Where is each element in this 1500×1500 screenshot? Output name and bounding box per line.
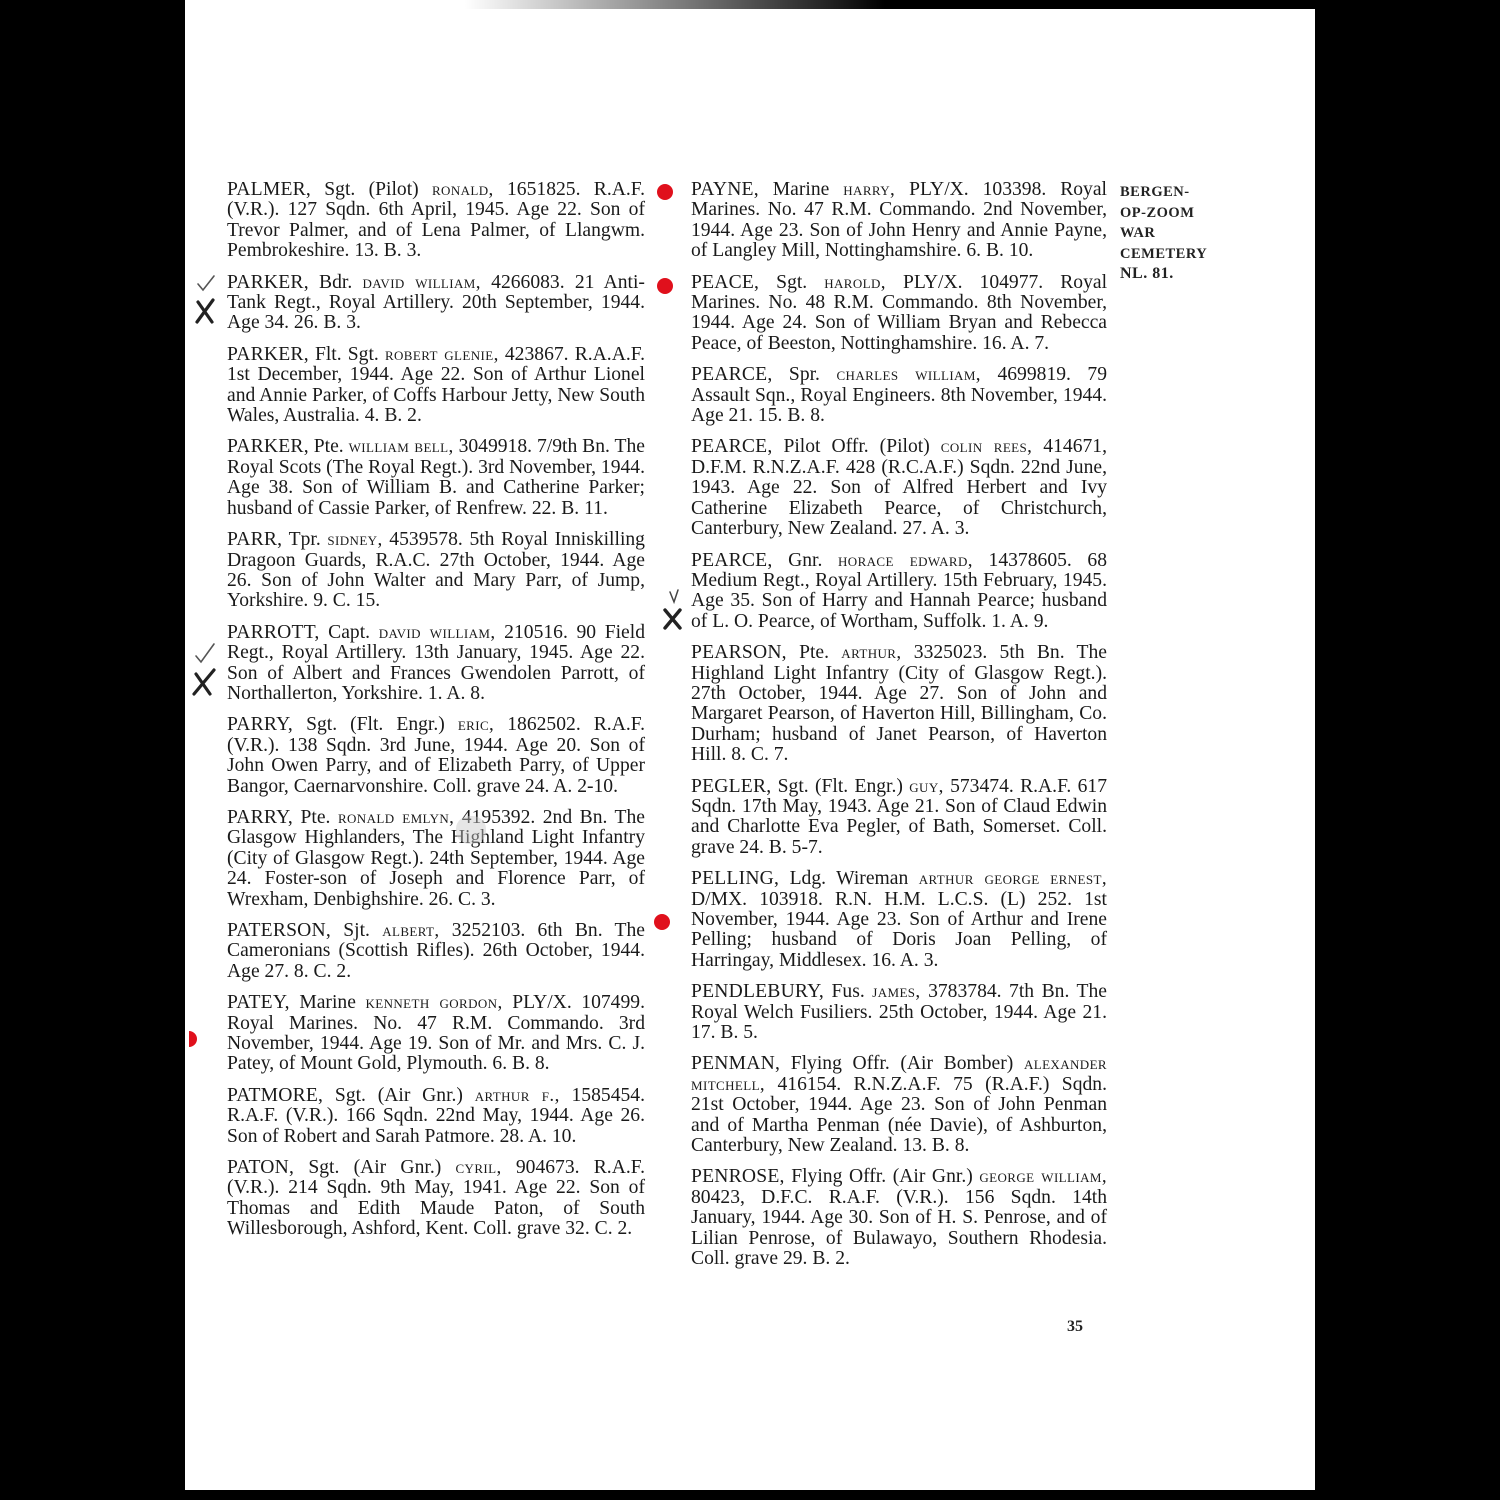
register-entry xyxy=(227,1158,645,1240)
side-note-line: WAR xyxy=(1120,225,1156,242)
entry-rank: Pte. xyxy=(313,436,344,458)
entry-forenames: william bell, xyxy=(348,436,454,458)
side-note-line: OP-ZOOM xyxy=(1120,204,1195,221)
entry-forenames: robert glenie, xyxy=(384,343,499,365)
entry-surname: PARRY, xyxy=(227,806,294,828)
entry-rank: Sgt. (Flt. Engr.) xyxy=(306,714,445,736)
red-dot-marker xyxy=(657,184,673,200)
register-entry xyxy=(691,643,1107,765)
entry-surname: PEARCE, xyxy=(691,436,773,458)
register-entry xyxy=(691,273,1107,355)
entry-rank: Sgt. (Air Gnr.) xyxy=(334,1084,463,1106)
register-entry xyxy=(691,869,1107,971)
entry-surname: PATEY, xyxy=(227,992,290,1014)
entry-rank: Marine xyxy=(772,179,830,200)
entry-rank: Spr. xyxy=(788,364,820,386)
entry-rank: Pilot Offr. (Pilot) xyxy=(783,436,930,458)
entry-forenames: arthur george ernest, xyxy=(918,868,1107,890)
entry-details: 4699819. 79 Assault Sqn., Royal Engineers. 8th November, 1944. Age 21. 15. B. 8. xyxy=(691,364,1108,427)
entry-forenames: albert, xyxy=(382,920,440,941)
entry-details: 4266083. 21 Anti-Tank Regt., Royal Artillery. 20th September, 1944. Age 34. 26. B. 3. xyxy=(227,271,645,334)
entry-details: PLY/X. 104977. Royal Marines. No. 48 R.M. Commando. 8th November, 1944. Age 24. Son of William Bryan and Rebecca Peace, of Beeston, Nottinghamshire. 16. A. 7. xyxy=(691,271,1108,354)
scan-border-top-fade xyxy=(185,0,885,9)
entry-details: 416154. R.N.Z.A.F. 75 (R.A.F.) Sqdn. 21st October, 1944. Age 23. Son of John Penman and of Martha Penman (née Davie), of Ashburton, Canterbury, New Zealand. 13. B. 8. xyxy=(691,1073,1107,1157)
entry-details: 3252103. 6th Bn. The Cameronians (Scottish Rifles). 26th October, 1944. Age 27. 8. C. 2. xyxy=(227,920,645,982)
pencil-marks-pearce xyxy=(660,586,690,632)
entry-details: D/MX. 103918. R.N. H.M. L.C.S. (L) 252. 1st November, 1944. Age 23. Son of Arthur and Irene Pelling; husband of Doris Joan Pelling, of Harringay, Middlesex. 16. A. 3. xyxy=(691,888,1107,971)
entry-forenames: arthur, xyxy=(841,642,902,664)
register-entry xyxy=(227,808,645,910)
red-dot-marker xyxy=(654,914,670,930)
entry-surname: PEGLER, xyxy=(691,775,772,797)
register-entry xyxy=(691,777,1107,859)
tick-mark xyxy=(670,590,678,602)
entry-forenames: harold, xyxy=(824,271,886,293)
right-column xyxy=(691,180,1107,1281)
entry-forenames: david william, xyxy=(378,621,496,643)
entry-forenames: colin rees, xyxy=(940,436,1033,458)
entry-rank: Pte. xyxy=(300,806,331,828)
pencil-marks-parker xyxy=(192,272,226,328)
register-entry xyxy=(227,530,645,612)
entry-forenames: james, xyxy=(872,981,921,1003)
entry-surname: PARKER, xyxy=(227,271,309,293)
entry-rank: Sjt. xyxy=(343,920,370,941)
entry-surname: PENMAN, xyxy=(691,1053,781,1075)
register-entry xyxy=(691,982,1107,1043)
register-entry xyxy=(227,345,645,427)
entry-details: 3325023. 5th Bn. The Highland Light Infantry (City of Glasgow Regt.). 27th October, 1944. Age 27. Son of John and Margaret Pearson, of Haverton Hill, Billingham, Co. Durham; husband of Janet Pearson, of Haverton Hill. 8. C. 7. xyxy=(691,642,1107,766)
tick-mark xyxy=(196,644,214,662)
entry-details: 3049918. 7/9th Bn. The Royal Scots (The Royal Regt.). 3rd November, 1944. Age 38. Son of William B. and Catherine Parker; husband of Cassie Parker, of Renfrew. 22. B. 11. xyxy=(227,436,645,519)
entry-rank: Bdr. xyxy=(319,271,353,293)
entry-surname: PEARCE, xyxy=(691,549,773,571)
entry-surname: PARKER, xyxy=(227,343,309,365)
entry-details: 1585454. R.A.F. (V.R.). 166 Sqdn. 22nd May, 1944. Age 26. Son of Robert and Sarah Patmore. 28. A. 10. xyxy=(227,1084,645,1147)
entry-forenames: alexander mitchell, xyxy=(691,1053,1107,1095)
entry-forenames: david william, xyxy=(362,271,481,293)
register-entry xyxy=(691,437,1107,539)
entry-surname: PATON, xyxy=(227,1157,295,1179)
entry-surname: PARRY, xyxy=(227,714,294,736)
entry-rank: Flying Offr. (Air Gnr.) xyxy=(791,1166,973,1188)
scan-border-left xyxy=(0,0,185,1500)
entry-rank: Sgt. (Pilot) xyxy=(324,179,419,200)
entry-rank: Tpr. xyxy=(288,529,321,551)
register-entry xyxy=(227,180,645,262)
page-number: 35 xyxy=(1067,1318,1083,1335)
entry-details: 4539578. 5th Royal Inniskilling Dragoon Guards, R.A.C. 27th October, 1944. Age 26. Son of John Walter and Mary Parr, of Jump, Yorkshire. 9. C. 15. xyxy=(227,529,645,612)
register-entry xyxy=(227,715,645,797)
pencil-marks-parrott xyxy=(190,640,224,696)
entry-forenames: kenneth gordon, xyxy=(365,992,503,1014)
entry-forenames: eric, xyxy=(457,714,495,736)
entry-details: 1651825. R.A.F. (V.R.). 127 Sqdn. 6th April, 1945. Age 22. Son of Trevor Palmer, and of Lena Palmer, of Llangwm. Pembrokeshire. 13. B. 3. xyxy=(227,179,646,262)
entry-rank: Pte. xyxy=(799,642,829,664)
entry-details: 4195392. 2nd Bn. The Glasgow Highlanders, The Highland Light Infantry (City of Glasgow Regt.). 24th September, 1944. Age 24. Foster-son of Joseph and Florence Parr, of Wrexham, Denbighshire. 26. C. 3. xyxy=(227,806,645,910)
entry-forenames: horace edward, xyxy=(838,549,973,571)
entry-details: 1862502. R.A.F. (V.R.). 138 Sqdn. 3rd June, 1944. Age 20. Son of John Owen Parry, and of Elizabeth Parry, of Upper Bangor, Caernarvonshire. Coll. grave 24. A. 2-10. xyxy=(227,714,645,797)
entry-surname: PARROTT, xyxy=(227,621,320,643)
entry-details: 3783784. 7th Bn. The Royal Welch Fusiliers. 25th October, 1944. Age 21. 17. B. 5. xyxy=(691,981,1107,1044)
register-entry xyxy=(227,273,645,334)
entry-details: 423867. R.A.A.F. 1st December, 1944. Age 22. Son of Arthur Lionel and Annie Parker, of Coffs Harbour Jetty, New South Wales, Australia. 4. B. 2. xyxy=(227,343,645,427)
register-entry xyxy=(227,623,645,705)
register-entry xyxy=(227,437,645,519)
tick-mark xyxy=(198,276,214,290)
entry-forenames: ronald, xyxy=(431,179,494,200)
side-note-line: CEMETERY xyxy=(1120,245,1208,262)
entry-forenames: harry, xyxy=(843,179,896,200)
side-note-line: BERGEN- xyxy=(1120,184,1190,200)
entry-details: PLY/X. 103398. Royal Marines. No. 47 R.M. Commando. 2nd November, 1944. Age 23. Son of John Henry and Annie Payne, of Langley Mill, Nottinghamshire. 6. B. 10. xyxy=(691,179,1107,262)
register-entry xyxy=(227,921,645,982)
entry-rank: Sgt. xyxy=(776,271,808,293)
entry-forenames: arthur f., xyxy=(474,1084,560,1106)
entry-details: 904673. R.A.F. (V.R.). 214 Sqdn. 9th May, 1941. Age 22. Son of Thomas and Edith Maude Paton, of South Willesborough, Ashford, Kent. Coll. grave 32. C. 2. xyxy=(227,1157,645,1240)
entry-details: 210516. 90 Field Regt., Royal Artillery. 13th January, 1945. Age 22. Son of Albert and Frances Gwendolen Parrott, of Northallerton, Yorkshire. 1. A. 8. xyxy=(227,621,645,704)
red-dot-marker xyxy=(657,278,673,294)
cemetery-side-note xyxy=(1120,182,1230,285)
entry-rank: Marine xyxy=(299,992,356,1014)
entry-surname: PARR, xyxy=(227,529,283,551)
entry-rank: Flt. Sgt. xyxy=(314,343,379,365)
entry-details: 14378605. 68 Medium Regt., Royal Artillery. 15th February, 1945. Age 35. Son of Harry and Hannah Pearce; husband of L. O. Pearce, of Wortham, Suffolk. 1. A. 9. xyxy=(691,549,1108,632)
entry-rank: Gnr. xyxy=(788,549,823,571)
register-entry xyxy=(227,1086,645,1147)
entry-rank: Sgt. (Flt. Engr.) xyxy=(777,775,903,797)
entry-forenames: george william, xyxy=(979,1166,1107,1188)
entry-forenames: sidney, xyxy=(327,529,383,551)
entry-details: PLY/X. 107499. Royal Marines. No. 47 R.M. Commando. 3rd November, 1944. Age 19. Son of Mr. and Mrs. C. J. Patey, of Mount Gold, Plymouth. 6. B. 8. xyxy=(227,992,645,1075)
entry-details: 80423, D.F.C. R.A.F. (V.R.). 156 Sqdn. 14th January, 1944. Age 30. Son of H. S. Penrose, and of Lilian Penrose, of Bulawayo, Southern Rhodesia. Coll. grave 29. B. 2. xyxy=(691,1186,1107,1270)
entry-surname: PEARSON, xyxy=(691,642,787,664)
register-entry xyxy=(691,365,1107,426)
cross-mark xyxy=(197,300,213,322)
entry-rank: Ldg. Wireman xyxy=(789,868,909,890)
entry-forenames: cyril, xyxy=(455,1157,502,1179)
entry-rank: Flying Offr. (Air Bomber) xyxy=(790,1053,1014,1075)
entry-forenames: ronald emlyn, xyxy=(337,806,455,828)
scan-border-bottom xyxy=(185,1490,1315,1500)
entry-surname: PARKER, xyxy=(227,436,309,458)
left-column xyxy=(227,180,645,1251)
entry-surname: PENDLEBURY, xyxy=(691,981,825,1003)
entry-details: 573474. R.A.F. 617 Sqdn. 17th May, 1943. Age 21. Son of Claud Edwin and Charlotte Eva Pegler, of Bath, Somerset. Coll. grave 24. B. 5-7. xyxy=(691,775,1107,858)
register-entry xyxy=(691,180,1107,262)
entry-rank: Capt. xyxy=(328,621,371,643)
entry-rank: Fus. xyxy=(831,981,865,1003)
entry-surname: PATMORE, xyxy=(227,1084,324,1106)
cross-mark xyxy=(194,670,214,694)
entry-surname: PELLING, xyxy=(691,868,780,890)
cross-mark xyxy=(665,610,680,628)
register-entry xyxy=(227,993,645,1075)
entry-surname: PATERSON, xyxy=(227,920,331,941)
entry-forenames: guy, xyxy=(909,775,944,797)
entry-details: 414671, D.F.M. R.N.Z.A.F. 428 (R.C.A.F.) Sqdn. 22nd June, 1943. Age 22. Son of Alfred Herbert and Ivy Catherine Elizabeth Pearce, of Christchurch, Canterbury, New Zealand. 27. A. 3. xyxy=(691,436,1107,540)
register-entry xyxy=(691,551,1107,633)
entry-forenames: charles william, xyxy=(836,364,981,386)
side-note-line: NL. 81. xyxy=(1120,265,1174,283)
entry-surname: PENROSE, xyxy=(691,1166,785,1188)
entry-surname: PALMER, xyxy=(227,179,311,200)
register-entry xyxy=(691,1167,1107,1269)
entry-surname: PEARCE, xyxy=(691,364,773,386)
register-entry xyxy=(691,1054,1107,1156)
entry-rank: Sgt. (Air Gnr.) xyxy=(308,1157,442,1179)
entry-surname: PAYNE, xyxy=(691,179,759,200)
paper-smudge xyxy=(456,816,486,844)
scan-border-right xyxy=(1315,0,1500,1500)
entry-surname: PEACE, xyxy=(691,271,760,293)
